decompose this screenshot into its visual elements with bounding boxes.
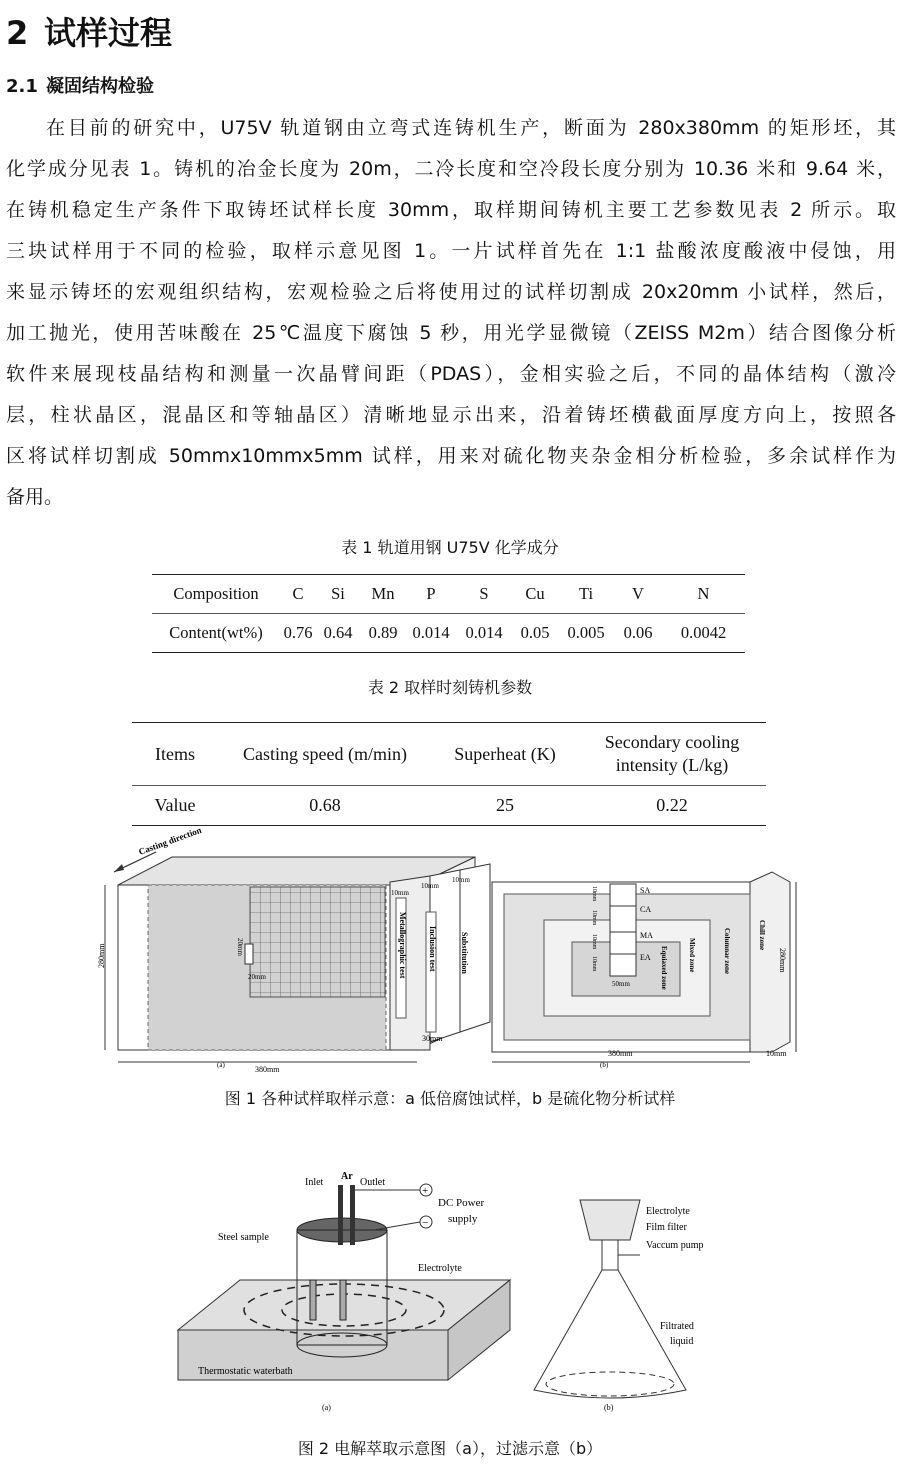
- fig1b-label: (b): [600, 1061, 609, 1069]
- table-cell: Superheat (K): [454, 743, 556, 764]
- table-cell: Casting speed (m/min): [243, 743, 407, 764]
- fig1b-380mm: 380mm: [608, 1049, 633, 1058]
- table2: [132, 722, 766, 826]
- paragraph-line: 三块试样用于不同的检验，取样示意见图 1。一片试样首先在 1:1 盐酸浓度酸液中侵蚀，用: [6, 240, 896, 262]
- subsection-heading: [6, 72, 154, 98]
- fig2b-pump: Vaccum pump: [646, 1240, 704, 1251]
- table-cell: Value: [154, 795, 196, 815]
- section-heading: [6, 8, 172, 54]
- table-cell: Ti: [578, 584, 594, 603]
- fig1b-zone-ea: EA: [640, 953, 651, 962]
- fig1b-10mm: 10mm: [591, 910, 597, 926]
- table-cell: 0.06: [623, 623, 653, 642]
- table2-data-row: [132, 786, 766, 826]
- fig1a-10mm: 10mm: [452, 876, 470, 884]
- table-cell: 0.22: [656, 795, 688, 815]
- subsection-title: 凝固结构检验: [46, 76, 154, 97]
- figure2: [170, 1170, 740, 1420]
- paragraph-line: 在目前的研究中，U75V 轨道钢由立弯式连铸机生产，断面为 280x380mm 的矩形坯，其: [46, 117, 896, 139]
- fig1b-10mm-right: 10mm: [766, 1049, 787, 1058]
- body-paragraph: [6, 108, 896, 518]
- table-cell: 0.014: [465, 623, 503, 642]
- table1-header-row: [152, 575, 745, 614]
- table-cell: Mn: [371, 584, 395, 603]
- fig1b-zone-sa: SA: [640, 886, 651, 895]
- fig1a-10mm: 10mm: [391, 889, 409, 897]
- fig1a-10mm: 10mm: [421, 882, 439, 890]
- fig2a-plus: +: [422, 1185, 429, 1197]
- table-cell: Cu: [525, 584, 545, 603]
- table-cell: 0.76: [283, 623, 313, 642]
- fig2a-ar: Ar: [341, 1171, 353, 1182]
- figure1-caption: 图 1 各种试样取样示意：a 低倍腐蚀试样，b 是硫化物分析试样: [224, 1089, 676, 1108]
- table-cell: V: [632, 584, 644, 603]
- fig1a-grid-20mm: 20mm: [248, 973, 266, 981]
- table1: [152, 574, 745, 653]
- fig2a-label: (a): [322, 1403, 331, 1412]
- figure2-caption: 图 2 电解萃取示意图（a），过滤示意（b）: [297, 1439, 603, 1458]
- table-cell: P: [426, 584, 436, 603]
- table-cell: 0.89: [368, 623, 398, 642]
- table-cell: Content(wt%): [169, 623, 263, 642]
- fig1a-grid-20mm-v: 20mm: [236, 938, 244, 956]
- paragraph-line: 在铸机稳定生产条件下取铸坯试样长度 30mm，取样期间铸机主要工艺参数见表 2 所示。取: [6, 199, 896, 221]
- fig1b-10mm: 10mm: [591, 934, 597, 950]
- table-cell: 25: [496, 795, 514, 815]
- fig2a-inlet: Inlet: [305, 1177, 324, 1188]
- table-cell: Si: [331, 584, 345, 603]
- fig2a-electrolyte: Electrolyte: [418, 1263, 462, 1274]
- fig2a-supply: supply: [448, 1213, 478, 1225]
- fig1b-10mm: 10mm: [591, 956, 597, 972]
- fig2b-liquid: liquid: [670, 1336, 694, 1347]
- table-cell: Secondary cooling intensity (L/kg): [604, 732, 740, 775]
- table1-data-row: [152, 614, 745, 653]
- figure1: [97, 824, 800, 1074]
- fig1b-chill: Chill zone: [758, 920, 766, 951]
- fig2b-electrolyte: Electrolyte: [646, 1206, 690, 1217]
- fig1a-substitution: Substitution: [460, 932, 469, 974]
- paragraph-line: 备用。: [6, 486, 64, 508]
- table-cell: 0.0042: [680, 623, 727, 642]
- fig1a-dim-height: 280mm: [97, 943, 106, 968]
- paragraph-line: 区将试样切割成 50mmx10mmx5mm 试样，用来对硫化物夹杂金相分析检验，多余试样作为: [6, 445, 896, 467]
- paragraph-line: 化学成分见表 1。铸机的冶金长度为 20m，二冷长度和空冷段长度分别为 10.36 米和 9.64 米，: [6, 158, 896, 180]
- fig1a-metallographic: Metallographic test: [398, 912, 407, 979]
- fig1a-dim-depth: 30mm: [422, 1034, 443, 1043]
- fig1a-casting-direction: Casting direction: [137, 824, 203, 857]
- fig2a-outlet: Outlet: [360, 1177, 385, 1188]
- fig2a-dc: DC Power: [438, 1197, 485, 1209]
- paragraph-line: 来显示铸坯的宏观组织结构，宏观检验之后将使用过的试样切割成 20x20mm 小试样，然后，: [6, 281, 896, 303]
- fig1b-columnar: Columnar zone: [723, 928, 731, 974]
- fig1a-inclusion: Inclusion test: [428, 926, 437, 972]
- fig1b-equiaxed: Equiaxed zone: [660, 946, 668, 990]
- table-cell: 0.05: [520, 623, 550, 642]
- fig1b-zone-ma: MA: [640, 931, 653, 940]
- table-cell: 0.64: [323, 623, 353, 642]
- section-number: 2: [6, 14, 29, 52]
- fig2b-filtrated: Filtrated: [660, 1321, 694, 1332]
- table-cell: 0.68: [309, 795, 341, 815]
- table-cell: Items: [155, 743, 195, 764]
- table2-caption: 表 2 取样时刻铸机参数: [367, 678, 533, 697]
- fig1a-label: (a): [217, 1061, 225, 1069]
- fig2a-bath: Thermostatic waterbath: [198, 1366, 293, 1377]
- paragraph-line: 层，柱状晶区，混晶区和等轴晶区）清晰地显示出来，沿着铸坯横截面厚度方向上，按照各: [6, 404, 896, 426]
- table-cell: Composition: [173, 584, 259, 603]
- table-cell: C: [292, 584, 304, 603]
- paragraph-line: 加工抛光，使用苦味酸在 25℃温度下腐蚀 5 秒，用光学显微镜（ZEISS M2m）结合图像分析: [6, 322, 896, 344]
- fig2b-film: Film filter: [646, 1222, 687, 1233]
- fig2a-steel: Steel sample: [218, 1232, 269, 1243]
- paragraph-line: 软件来展现枝晶结构和测量一次晶臂间距（PDAS），金相实验之后，不同的晶体结构（激冷: [6, 363, 896, 385]
- fig1b-50mm: 50mm: [612, 980, 630, 988]
- table-cell: 0.005: [567, 623, 605, 642]
- table2-header-row: [132, 723, 766, 786]
- fig1b-mixed: Mixed zone: [688, 938, 696, 973]
- fig2a-minus: −: [422, 1217, 429, 1229]
- fig1b-10mm: 10mm: [591, 886, 597, 902]
- subsection-number: 2.1: [6, 76, 38, 97]
- table-cell: N: [697, 584, 710, 603]
- figure1b-section: [492, 872, 796, 1062]
- fig1b-zone-ca: CA: [640, 905, 652, 914]
- fig1b-280mm: 280mm: [778, 948, 787, 973]
- table-cell: 0.014: [412, 623, 450, 642]
- fig2b-label: (b): [604, 1403, 614, 1412]
- table-cell: S: [479, 584, 489, 603]
- table1-caption: 表 1 轨道用钢 U75V 化学成分: [341, 538, 559, 557]
- section-title: 试样过程: [44, 14, 173, 52]
- fig1a-dim-width: 380mm: [255, 1065, 280, 1074]
